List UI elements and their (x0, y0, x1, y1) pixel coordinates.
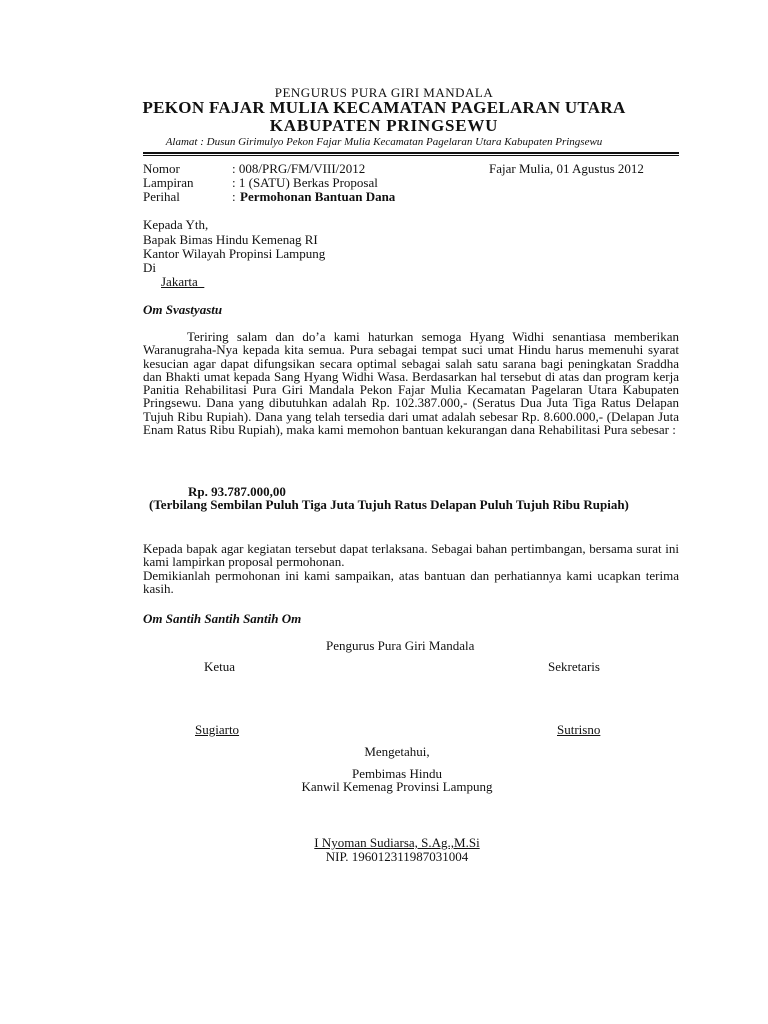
body-paragraph-3: Demikianlah permohonan ini kami sampaikan, atas bantuan dan perhatiannya kami ucapkan terima kasih. (143, 568, 679, 597)
perihal-value: Permohonan Bantuan Dana (240, 189, 396, 204)
recipient-salutation: Kepada Yth, (143, 217, 209, 232)
letterhead-org: PENGURUS PURA GIRI MANDALA (274, 85, 494, 100)
signature-org: Pengurus Pura Giri Mandala (326, 638, 475, 653)
header-divider (143, 152, 679, 154)
nomor-value: : 008/PRG/FM/VIII/2012 (232, 161, 366, 176)
perihal-colon: : (232, 189, 236, 204)
recipient-city: Jakarta (161, 274, 205, 289)
header-divider-thin (143, 155, 679, 156)
nomor-label: Nomor (143, 161, 180, 176)
body-paragraph-2: Kepada bapak agar kegiatan tersebut dapat terlaksana. Sebagai bahan pertimbangan, bersama surat ini kami lampirkan proposal permohonan. (143, 541, 679, 570)
acknowledged-label: Mengetahui, (364, 744, 430, 759)
official-office: Kanwil Kemenag Provinsi Lampung (301, 779, 493, 794)
amount-in-words: (Terbilang Sembilan Puluh Tiga Juta Tujuh Ratus Delapan Puluh Tujuh Ribu Rupiah) (149, 497, 629, 512)
ketua-name: Sugiarto (195, 722, 240, 737)
body-paragraph-1: Teriring salam dan do’a kami haturkan semoga Hyang Widhi senantiasa memberikan Waranugraha-Nya kepada kita semua. Pura sebagai tempat suci umat Hindu harus memenuhi syarat kesucian agar dapat difungsikan secara optimal sebagai salah satu sarana bagi peningkatan Sraddha dan Bhakti umat kepada Sang Hyang Widhi Wasa. Berdasarkan hal tersebut di atas dan program kerja Panitia Rehabilitasi Pura Giri Mandala Pekon Fajar Mulia Kecamatan Pagelaran Utara Kabupaten Pringsewu. Dana yang dibutuhkan adalah Rp. 102.387.000,- (Seratus Dua Juta Tiga Ratus Delapan Tujuh Ribu Rupiah). Dana yang telah tersedia dari umat adalah sebesar Rp. 8.600.000,- (Delapan Juta Enam Ratus Ribu Rupiah), maka kami memohon bantuan kekurangan dana Rehabilitasi Pura sebesar : (143, 329, 679, 438)
lampiran-value: : 1 (SATU) Berkas Proposal (232, 175, 378, 190)
greeting: Om Svastyastu (143, 302, 223, 317)
closing-greeting: Om Santih Santih Santih Om (143, 611, 302, 626)
sekretaris-title: Sekretaris (548, 659, 600, 674)
letterhead-regency: KABUPATEN PRINGSEWU (269, 116, 499, 135)
perihal-label: Perihal (143, 189, 180, 204)
recipient-di: Di (143, 260, 156, 275)
sekretaris-name: Sutrisno (557, 722, 601, 737)
official-name: I Nyoman Sudiarsa, S.Ag.,M.Si (314, 835, 480, 850)
official-nip: NIP. 196012311987031004 (325, 849, 469, 864)
letter-date: Fajar Mulia, 01 Agustus 2012 (489, 161, 644, 176)
requested-amount: Rp. 93.787.000,00 (188, 484, 286, 499)
ketua-title: Ketua (204, 659, 236, 674)
recipient-office: Kantor Wilayah Propinsi Lampung (143, 246, 326, 261)
recipient-name: Bapak Bimas Hindu Kemenag RI (143, 232, 318, 247)
official-title: Pembimas Hindu (352, 766, 442, 781)
letterhead-address: Alamat : Dusun Girimulyo Pekon Fajar Mulia Kecamatan Pagelaran Utara Kabupaten Pringsewu (165, 136, 603, 148)
lampiran-label: Lampiran (143, 175, 194, 190)
letterhead-location: PEKON FAJAR MULIA KECAMATAN PAGELARAN UTARA (142, 98, 626, 117)
